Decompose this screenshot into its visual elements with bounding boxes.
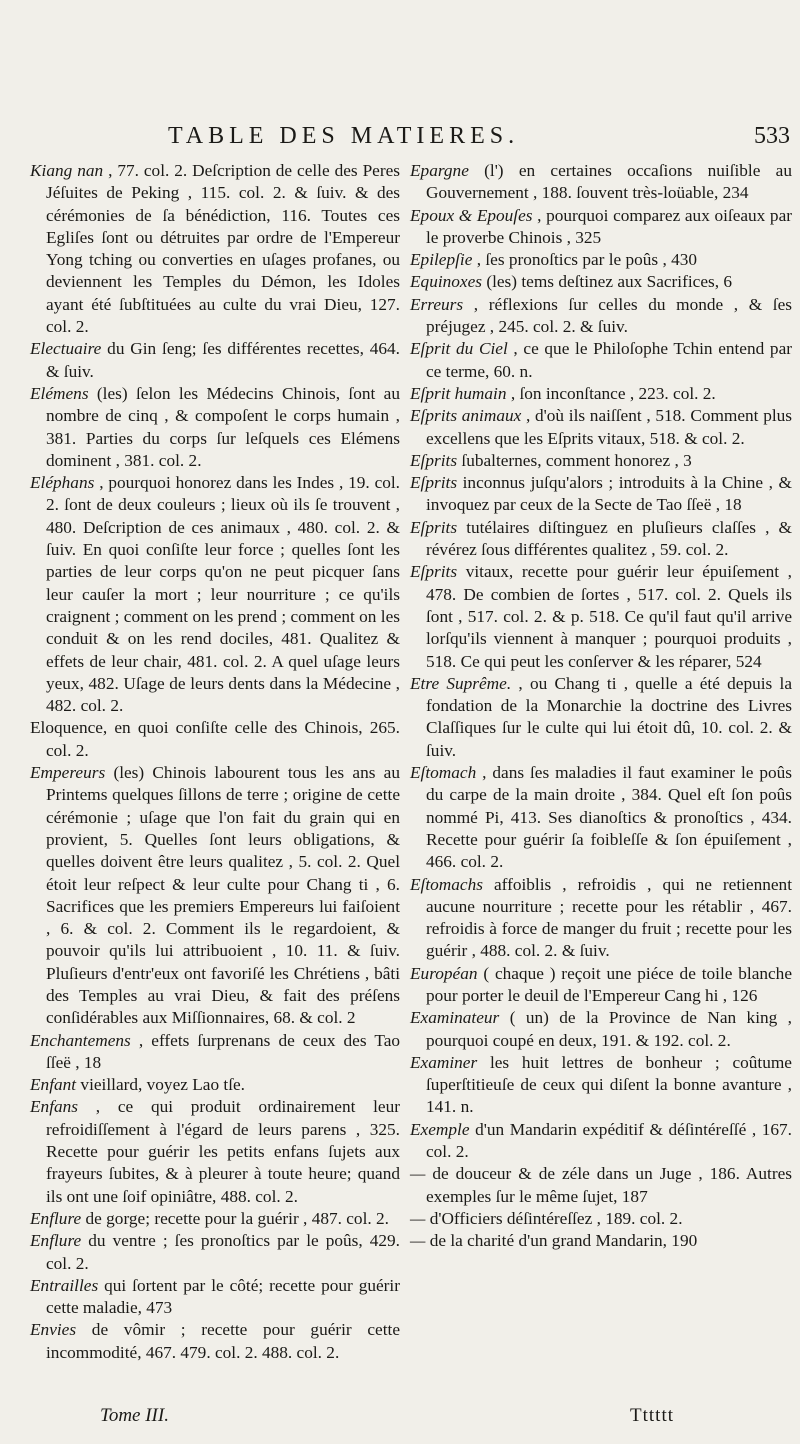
- index-term: Envies: [30, 1320, 77, 1340]
- index-text: de la charité d'un grand Mandarin, 190: [429, 1231, 698, 1251]
- index-term: Enchantemens: [30, 1030, 131, 1050]
- index-entry: [410, 1052, 792, 1119]
- page-header: [0, 123, 800, 153]
- index-text: , pourquoi comparez aux oiſeaux par le proverbe Chinois , 325: [426, 205, 792, 247]
- index-text: d'Officiers déſintéreſſez , 189. col. 2.: [429, 1208, 683, 1228]
- index-text: , pourquoi honorez dans les Indes , 19. col. 2. ſont de deux couleurs ; lieux où ils ſe trouvent , 480. Deſcription de ces animaux , 480. col. 2. & ſuiv. En quoi conſiſte leur force ; quelles ſont les parties de leur corps qu'on ne peut picquer ſans leur cauſer la mort ; leur nourriture ; ce qu'ils craignent ; comment on les prend ; comment on les conduit & on les rend dociles, 481. Qualitez & effets de leur chair, 481. col. 2. A quel uſage leurs yeux, 482. Uſage de leurs dents dans la Médecine , 482. col. 2.: [46, 473, 400, 716]
- index-term: Etre Suprême.: [410, 673, 512, 693]
- index-term: Empereurs: [30, 763, 106, 783]
- index-text: inconnus juſqu'alors ; introduits à la Chine , & invoquez par ceux de la Secte de Tao ſſeë , 18: [426, 473, 792, 515]
- index-entry: [410, 1230, 792, 1252]
- index-entry: [30, 1230, 400, 1275]
- index-entry: [30, 717, 400, 762]
- index-entry: [30, 1074, 400, 1096]
- index-entry: [410, 517, 792, 562]
- index-entry: [410, 673, 792, 762]
- index-term: Erreurs: [410, 294, 464, 314]
- index-term: Examinateur: [410, 1008, 500, 1028]
- index-text: , 77. col. 2. Deſcription de celle des Peres Jéſuites de Peking , 115. col. 2. & ſuiv. & des cérémonies de ſa bénédiction, 116. Toutes ces Egliſes ſont ou détruites par ordre de l'Empereur Yong tching ou converties en uſages profanes, ou deviennent les Temples du Démon, les Idoles ayant été ſubſtituées au culte du vrai Dieu, 127. col. 2.: [46, 161, 400, 337]
- index-text: affoiblis , refroidis , qui ne retiennent aucune nourriture ; recette pour les rétablir , 467. refroidis à force de manger du fruit ; recette pour les guérir , 488. col. 2. & ſuiv.: [426, 874, 792, 961]
- index-term: Epoux & Epouſes: [410, 205, 533, 225]
- index-term: Eſprits: [410, 517, 458, 537]
- index-term: Eſprit du Ciel: [410, 339, 508, 359]
- index-entry: [30, 383, 400, 472]
- index-entry: [410, 205, 792, 250]
- index-text: , ſon inconſtance , 223. col. 2.: [510, 383, 716, 403]
- index-entry: [410, 1119, 792, 1164]
- index-term: Enfant: [30, 1075, 77, 1095]
- index-text: , effets ſurprenans de ceux des Tao ſſeë , 18: [46, 1030, 401, 1072]
- index-term: Entrailles: [30, 1275, 99, 1295]
- index-entry: [410, 874, 792, 963]
- index-entry: [410, 472, 792, 517]
- index-text: , ou Chang ti , quelle a été depuis la fondation de la Monarchie la doctrine des Livres Claſſiques ſur le culte qui lui étoit dû, 10. col. 2. & ſuiv.: [426, 673, 792, 760]
- index-entry: [410, 271, 792, 293]
- index-text: du ventre ; ſes pronoſtics par le poûs, 429. col. 2.: [46, 1231, 400, 1273]
- index-term: Eléphans: [30, 473, 95, 493]
- index-term: Elémens: [30, 383, 89, 403]
- index-term: Eſprit humain: [410, 383, 507, 403]
- index-entry: [410, 561, 792, 672]
- volume-label: Tome III.: [100, 1405, 169, 1426]
- index-text: , réflexions ſur celles du monde , & ſes préjugez , 245. col. 2. & ſuiv.: [426, 294, 792, 337]
- index-text: , ce qui produit ordinairement leur refroidiſſement à l'égard de leurs parens , 325. Recette pour guérir les petits enfans ſujets aux frayeurs ſubites, & à pleurer à toute heure; quand ils ont une ſoif opiniâtre, 488. col. 2.: [46, 1097, 401, 1206]
- index-entry: [30, 472, 400, 717]
- index-text: vitaux, recette pour guérir leur épuiſement , 478. De combien de ſortes , 517. col. 2. Quels ils ſont , 517. col. 2. & p. 518. Ce qu'il faut qu'il arrive lorſqu'ils viennent à manquer ; pourquoi produits , 518. Ce qui peut les conſerver & les réparer, 524: [426, 562, 792, 671]
- index-text: de douceur & de zéle dans un Juge , 186. Autres exemples ſur le même ſujet, 187: [426, 1164, 792, 1206]
- index-term: Enflure: [30, 1231, 82, 1251]
- index-term: Eſprits: [410, 450, 458, 470]
- right-column: [410, 160, 792, 1253]
- index-text: de gorge; recette pour la guérir , 487. col. 2.: [85, 1208, 389, 1228]
- index-text: tutélaires diſtinguez en pluſieurs claſſes , & révérez ſous différentes qualitez , 59. col. 2.: [426, 517, 792, 560]
- index-text: ( chaque ) reçoit une piéce de toile blanche pour porter le deuil de l'Empereur Cang hi , 126: [426, 963, 792, 1005]
- index-term: Examiner: [410, 1052, 478, 1072]
- index-text: du Gin ſeng; ſes différentes recettes, 464. & ſuiv.: [46, 339, 400, 381]
- index-term: Enfans: [30, 1097, 79, 1117]
- index-term: —: [410, 1208, 426, 1228]
- index-term: Eſprits animaux: [410, 406, 522, 426]
- index-entry: [410, 383, 792, 405]
- index-entry: [410, 294, 792, 339]
- index-entry: [410, 1208, 792, 1230]
- signature-mark: Tttttt: [630, 1405, 674, 1426]
- page-title: TABLE DES MATIERES.: [168, 123, 520, 149]
- index-term: Enflure: [30, 1208, 82, 1228]
- index-entry: [30, 1096, 400, 1207]
- index-entry: [30, 1275, 400, 1320]
- index-entry: [30, 1319, 400, 1364]
- index-text: , d'où ils naiſſent , 518. Comment plus excellens que les Eſprits vitaux, 518. & col. 2.: [426, 406, 792, 448]
- index-text: , ce que le Philoſophe Tchin entend par ce terme, 60. n.: [426, 339, 792, 381]
- index-term: Equinoxes: [410, 272, 482, 292]
- index-entry: [30, 762, 400, 1030]
- index-text: (les) ſelon les Médecins Chinois, ſont au nombre de cinq , & compoſent le corps humain , 381. Parties du corps ſur leſquels ces Elémens dominent , 381. col. 2.: [46, 383, 400, 470]
- index-term: Eſtomachs: [410, 874, 483, 894]
- index-entry: [30, 160, 400, 338]
- index-text: (l') en certaines occaſions nuiſible au Gouvernement , 188. ſouvent très-loüable, 234: [426, 161, 792, 203]
- index-entry: [410, 405, 792, 450]
- index-text: ſubalternes, comment honorez , 3: [461, 450, 692, 470]
- index-term: Electuaire: [30, 339, 102, 359]
- index-text: Eloquence, en quoi conſiſte celle des Chinois, 265. col. 2.: [30, 718, 400, 760]
- index-term: —: [410, 1231, 426, 1251]
- index-term: Eſprits: [410, 562, 458, 582]
- index-entry: [410, 249, 792, 271]
- index-text: d'un Mandarin expéditif & déſintéreſſé , 167. col. 2.: [426, 1119, 792, 1162]
- index-entry: [30, 1030, 400, 1075]
- index-entry: [410, 450, 792, 472]
- index-entry: [410, 160, 792, 205]
- index-term: —: [410, 1164, 426, 1184]
- left-column: [30, 160, 400, 1364]
- index-text: ( un) de la Province de Nan king , pourquoi coupé en deux, 191. & 192. col. 2.: [426, 1008, 792, 1050]
- index-term: Exemple: [410, 1119, 470, 1139]
- index-entry: [30, 1208, 400, 1230]
- index-term: Epargne: [410, 161, 469, 180]
- index-entry: [410, 1163, 792, 1208]
- index-term: Eſprits: [410, 473, 458, 493]
- index-entry: [410, 338, 792, 383]
- index-text: (les) Chinois labourent tous les ans au Printems quelques ſillons de terre ; origine de cette cérémonie ; uſage que l'on fait du grain qui en provient, 5. Quelles ſont leurs obligations, & quelles doivent être leurs qualitez , 5. col. 2. Quel étoit leur reſpect & leur culte pour Chang ti , 6. Sacrifices que les premiers Empereurs lui faiſoient , 6. & col. 2. Comment ils le regardoient, & pouvoir qu'ils lui attribuoient , 10. 11. & ſuiv. Pluſieurs d'entr'eux ont favoriſé les Chrétiens , bâti des Temples au vrai Dieu, & fait des préſens conſidérables aux Miſſionnaires, 68. & col. 2: [46, 763, 400, 1028]
- index-text: de vômir ; recette pour guérir cette incommodité, 467. 479. col. 2. 488. col. 2.: [46, 1320, 401, 1362]
- index-term: Epilepſie: [410, 250, 473, 270]
- page-number: 533: [754, 123, 790, 149]
- index-term: Kiang nan: [30, 161, 104, 180]
- index-text: vieillard, voyez Lao tſe.: [80, 1075, 246, 1095]
- index-entry: [410, 1007, 792, 1052]
- index-entry: [30, 338, 400, 383]
- index-text: (les) tems deſtinez aux Sacrifices, 6: [486, 272, 733, 292]
- index-text: , dans ſes maladies il faut examiner le poûs du carpe de la main droite , 384. Quel eſt ſon poûs nommé Pi, 413. Ses dianoſtics & pronoſtics , 434. Recette pour guérir ſa foibleſſe & ſon épuiſement , 466. col. 2.: [426, 763, 792, 872]
- index-text: les huit lettres de bonheur ; coûtume ſuperſtitieuſe de ceux qui diſent la bonne avanture , 141. n.: [426, 1052, 792, 1117]
- index-term: Eſtomach: [410, 763, 477, 783]
- index-term: Européan: [410, 963, 478, 983]
- index-entry: [410, 762, 792, 873]
- index-entry: [410, 963, 792, 1008]
- index-text: qui ſortent par le côté; recette pour guérir cette maladie, 473: [46, 1275, 400, 1318]
- index-text: , ſes pronoſtics par le poûs , 430: [476, 250, 698, 270]
